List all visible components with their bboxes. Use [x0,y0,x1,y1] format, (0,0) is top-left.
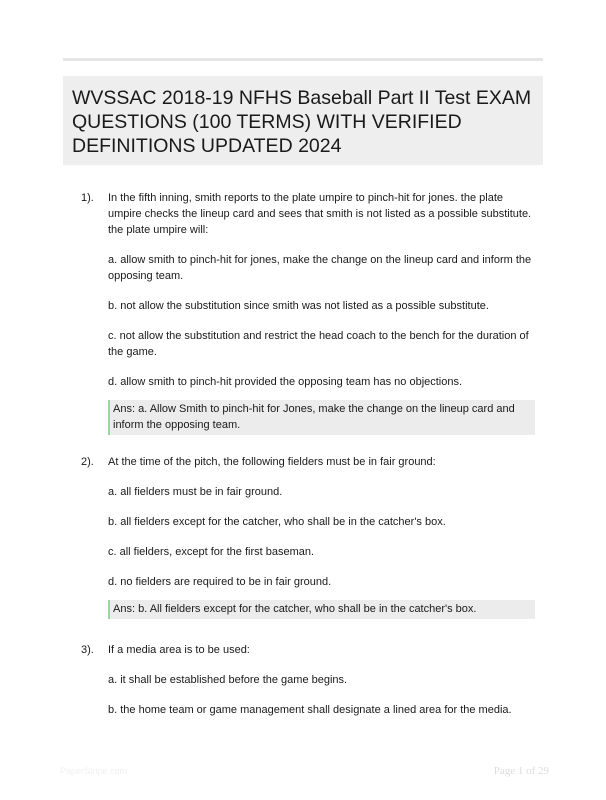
option-d: d. allow smith to pinch-hit provided the opposing team has no objections. [108,376,463,388]
question-number: 3). [81,644,94,656]
option-d: d. no fielders are required to be in fair ground. [108,576,332,588]
title-banner [63,76,543,165]
question-body [108,454,532,619]
option-a: a. all fielders must be in fair ground. [108,486,283,498]
question-text: In the fifth inning, smith reports to the plate umpire to pinch-hit for jones. the plate umpire checks the lineup card and sees that smith is not listed as a possible substitute. the plate umpire will: [108,192,532,236]
option-c: c. not allow the substitution and restrict the head coach to the bench for the duration of the game. [108,330,529,358]
question-number: 1). [81,192,94,204]
question-body [108,190,532,435]
option-a: a. it shall be established before the game begins. [108,674,348,686]
option-b: b. the home team or game management shall designate a lined area for the media. [108,704,512,716]
option-b: b. not allow the substitution since smith was not listed as a possible substitute. [108,300,489,312]
option-b: b. all fielders except for the catcher, who shall be in the catcher's box. [108,516,446,528]
question-text: If a media area is to be used: [108,644,250,656]
answer-box: Ans: a. Allow Smith to pinch-hit for Jones, make the change on the lineup card and inform the opposing team. [108,400,535,435]
answer-box: Ans: b. All fielders except for the catcher, who shall be in the catcher's box. [108,600,535,619]
option-c: c. all fielders, except for the first baseman. [108,546,315,558]
footer-site-watermark: PaperStripe.com [60,766,128,776]
option-a: a. allow smith to pinch-hit for jones, make the change on the lineup card and inform the opposing team. [108,254,532,282]
question-text: At the time of the pitch, the following fielders must be in fair ground: [108,456,436,468]
document-title: WVSSAC 2018-19 NFHS Baseball Part II Test EXAM QUESTIONS (100 TERMS) WITH VERIFIED DEFINITIONS UPDATED 2024 [72,87,532,157]
question-number: 2). [81,456,94,468]
page-number: Page 1 of 29 [493,765,549,777]
question-body [108,642,532,718]
top-divider [63,58,543,61]
